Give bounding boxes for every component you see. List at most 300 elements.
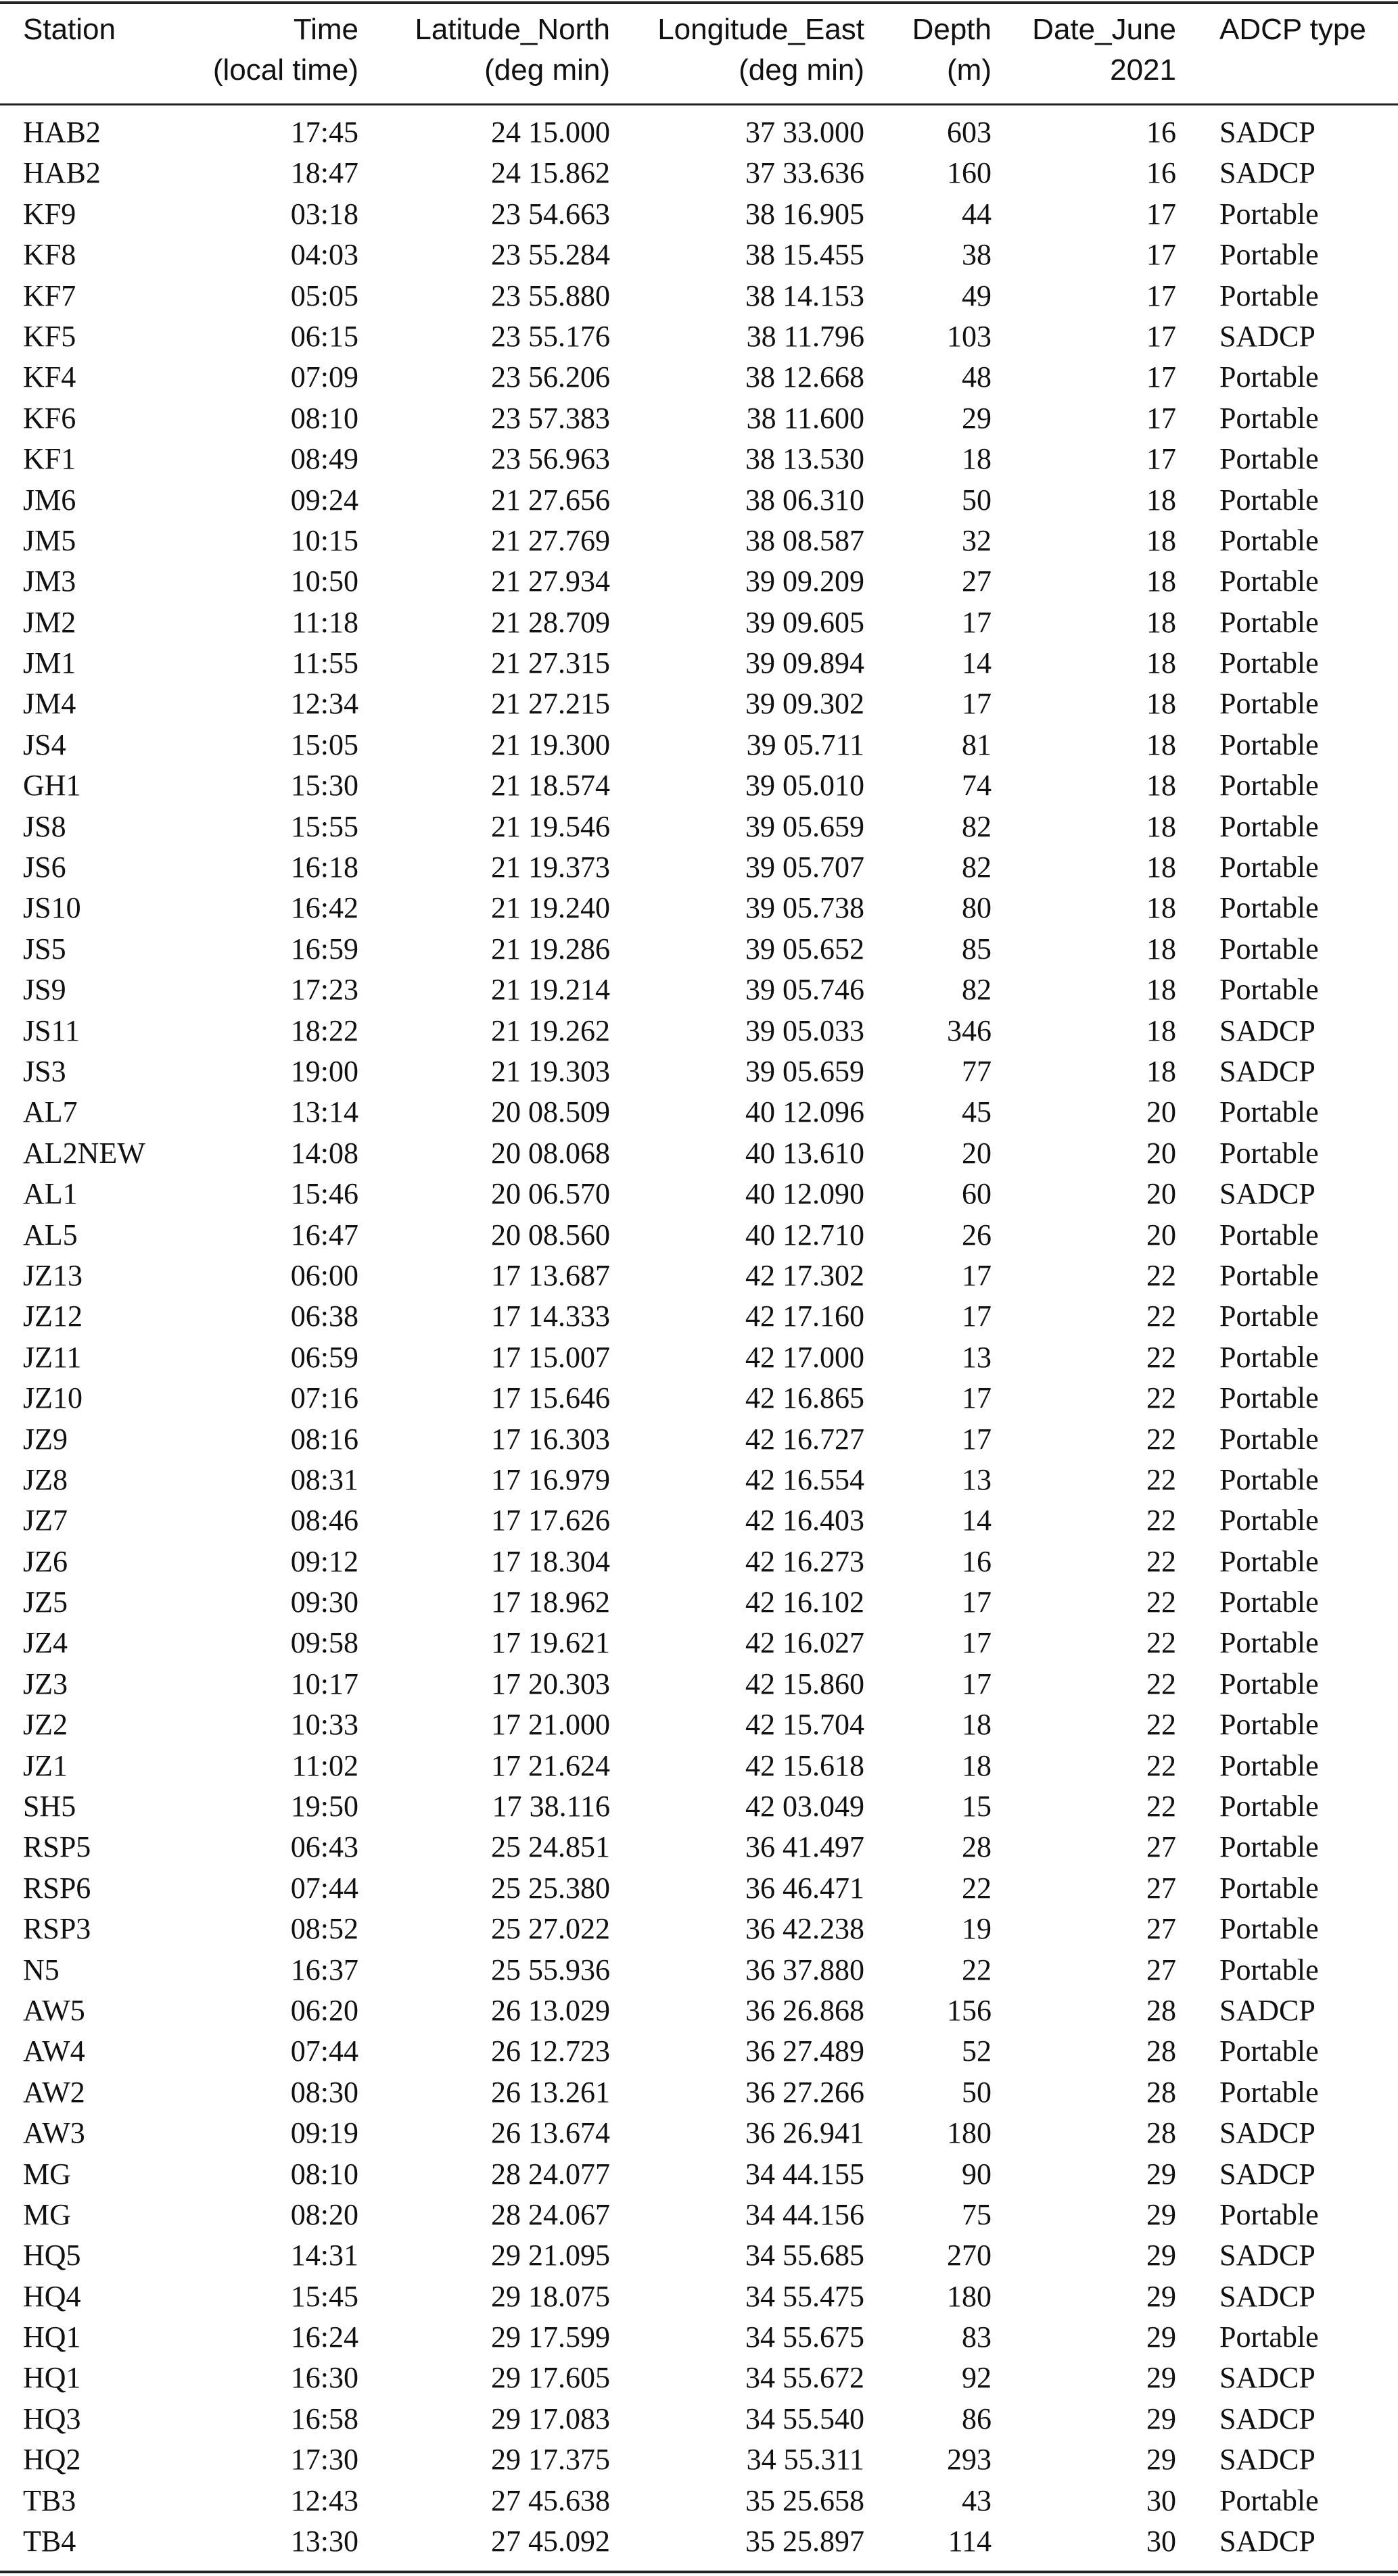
table-row [0, 1950, 1398, 1990]
cell-date: 22 [1146, 1258, 1176, 1292]
cell-depth: 603 [947, 116, 992, 149]
cell-date: 22 [1146, 1790, 1176, 1823]
cell-depth: 18 [962, 1748, 992, 1782]
cell-date: 22 [1146, 1748, 1176, 1782]
header-time-line2: (local time) [212, 53, 358, 87]
cell-longitude: 39 05.746 [745, 973, 864, 1007]
cell-depth: 17 [962, 605, 992, 639]
cell-adcp-type: Portable [1219, 932, 1319, 965]
cell-time: 06:20 [290, 1993, 358, 2027]
cell-depth: 26 [962, 1218, 992, 1251]
cell-depth: 83 [962, 2320, 992, 2354]
cell-latitude: 21 27.315 [491, 646, 610, 680]
table-row [0, 1296, 1398, 1337]
cell-adcp-type: Portable [1219, 1422, 1319, 1456]
cell-station: KF5 [23, 319, 76, 353]
cell-longitude: 36 26.868 [745, 1993, 864, 2027]
cell-depth: 17 [962, 687, 992, 721]
cell-date: 18 [1146, 891, 1176, 925]
cell-longitude: 39 09.209 [745, 565, 864, 598]
cell-longitude: 39 05.010 [745, 769, 864, 803]
table-row [0, 1868, 1398, 1909]
cell-adcp-type: Portable [1219, 483, 1319, 517]
cell-latitude: 17 15.007 [491, 1340, 610, 1374]
cell-date: 17 [1146, 442, 1176, 476]
cell-date: 29 [1146, 2239, 1176, 2272]
cell-time: 09:58 [290, 1626, 358, 1660]
cell-time: 14:08 [290, 1136, 358, 1170]
cell-station: JM6 [23, 483, 76, 517]
cell-latitude: 29 17.375 [491, 2443, 610, 2477]
cell-depth: 28 [962, 1830, 992, 1864]
cell-time: 09:19 [290, 2116, 358, 2150]
table-row [0, 765, 1398, 806]
table-row [0, 2481, 1398, 2521]
cell-station: AL5 [23, 1218, 78, 1251]
table-row [0, 1011, 1398, 1051]
cell-latitude: 17 19.621 [491, 1626, 610, 1660]
header-date-line1: Date_June [1032, 13, 1176, 46]
cell-depth: 45 [962, 1095, 992, 1129]
cell-latitude: 21 19.214 [491, 973, 610, 1007]
cell-station: JZ7 [23, 1504, 68, 1537]
cell-time: 08:49 [290, 442, 358, 476]
cell-station: JS3 [23, 1054, 66, 1088]
cell-station: KF8 [23, 238, 76, 272]
cell-time: 15:30 [290, 769, 358, 803]
cell-time: 08:31 [290, 1462, 358, 1496]
cell-station: KF7 [23, 279, 76, 312]
cell-date: 27 [1146, 1871, 1176, 1905]
cell-station: JS8 [23, 809, 66, 843]
cell-adcp-type: Portable [1219, 728, 1319, 761]
cell-adcp-type: Portable [1219, 2075, 1319, 2109]
cell-longitude: 36 37.880 [745, 1953, 864, 1986]
table-header-rule [0, 103, 1398, 105]
cell-adcp-type: Portable [1219, 1095, 1319, 1129]
cell-longitude: 39 05.707 [745, 851, 864, 884]
cell-latitude: 23 55.176 [491, 319, 610, 353]
table-row [0, 1215, 1398, 1256]
cell-station: JS5 [23, 932, 66, 965]
cell-date: 27 [1146, 1830, 1176, 1864]
cell-station: AW2 [23, 2075, 85, 2109]
cell-date: 17 [1146, 401, 1176, 435]
table-row [0, 1746, 1398, 1786]
cell-station: JZ1 [23, 1748, 68, 1782]
cell-station: HQ5 [23, 2239, 81, 2272]
cell-time: 09:24 [290, 483, 358, 517]
cell-adcp-type: Portable [1219, 1462, 1319, 1496]
table-row [0, 847, 1398, 888]
cell-station: HAB2 [23, 116, 101, 149]
cell-longitude: 42 16.554 [745, 1462, 864, 1496]
cell-date: 17 [1146, 238, 1176, 272]
cell-station: AW3 [23, 2116, 85, 2150]
cell-date: 18 [1146, 973, 1176, 1007]
cell-depth: 20 [962, 1136, 992, 1170]
table-body [0, 112, 1398, 2562]
cell-time: 07:44 [290, 2034, 358, 2068]
cell-date: 22 [1146, 1340, 1176, 1374]
cell-longitude: 37 33.000 [745, 116, 864, 149]
cell-adcp-type: Portable [1219, 1871, 1319, 1905]
cell-latitude: 27 45.092 [491, 2525, 610, 2558]
table-row [0, 725, 1398, 765]
cell-depth: 103 [947, 319, 992, 353]
cell-depth: 22 [962, 1871, 992, 1905]
cell-longitude: 42 17.160 [745, 1299, 864, 1333]
table-row [0, 1582, 1398, 1623]
cell-station: KF9 [23, 197, 76, 231]
cell-adcp-type: Portable [1219, 973, 1319, 1007]
cell-longitude: 42 16.027 [745, 1626, 864, 1660]
cell-depth: 82 [962, 809, 992, 843]
cell-depth: 293 [947, 2443, 992, 2477]
cell-adcp-type: SADCP [1219, 2239, 1315, 2272]
cell-time: 08:16 [290, 1422, 358, 1456]
cell-adcp-type: SADCP [1219, 2116, 1315, 2150]
cell-station: JM4 [23, 687, 76, 721]
cell-depth: 19 [962, 1912, 992, 1946]
cell-adcp-type: Portable [1219, 809, 1319, 843]
cell-latitude: 29 21.095 [491, 2239, 610, 2272]
cell-latitude: 24 15.862 [491, 156, 610, 190]
cell-latitude: 29 17.083 [491, 2402, 610, 2435]
cell-depth: 75 [962, 2197, 992, 2231]
table-row [0, 1051, 1398, 1092]
cell-date: 30 [1146, 2525, 1176, 2558]
cell-station: AW4 [23, 2034, 85, 2068]
cell-adcp-type: Portable [1219, 523, 1319, 557]
cell-date: 22 [1146, 1381, 1176, 1415]
cell-latitude: 28 24.077 [491, 2157, 610, 2191]
cell-adcp-type: Portable [1219, 1626, 1319, 1660]
table-row [0, 2235, 1398, 2276]
cell-depth: 43 [962, 2483, 992, 2517]
cell-date: 18 [1146, 523, 1176, 557]
cell-station: JZ2 [23, 1708, 68, 1742]
cell-adcp-type: Portable [1219, 401, 1319, 435]
cell-longitude: 38 11.600 [746, 401, 864, 435]
cell-depth: 92 [962, 2361, 992, 2395]
cell-longitude: 40 13.610 [745, 1136, 864, 1170]
cell-station: KF1 [23, 442, 76, 476]
table-row [0, 439, 1398, 479]
cell-station: KF6 [23, 401, 76, 435]
cell-latitude: 17 16.303 [491, 1422, 610, 1456]
cell-time: 11:18 [292, 605, 358, 639]
cell-time: 11:02 [292, 1748, 358, 1782]
cell-time: 12:43 [290, 2483, 358, 2517]
cell-station: JZ10 [23, 1381, 83, 1415]
cell-longitude: 39 05.652 [745, 932, 864, 965]
table-top-rule [0, 1, 1398, 4]
cell-time: 07:16 [290, 1381, 358, 1415]
cell-time: 16:18 [290, 851, 358, 884]
cell-station: HQ2 [23, 2443, 81, 2477]
cell-latitude: 28 24.067 [491, 2197, 610, 2231]
table-row [0, 2276, 1398, 2317]
cell-depth: 160 [947, 156, 992, 190]
cell-station: JZ4 [23, 1626, 68, 1660]
table-row [0, 2154, 1398, 2195]
cell-date: 17 [1146, 360, 1176, 394]
cell-depth: 44 [962, 197, 992, 231]
cell-time: 17:30 [290, 2443, 358, 2477]
table-row [0, 316, 1398, 357]
cell-longitude: 34 44.156 [745, 2197, 864, 2231]
cell-longitude: 39 05.738 [745, 891, 864, 925]
cell-latitude: 21 19.546 [491, 809, 610, 843]
cell-longitude: 36 27.266 [745, 2075, 864, 2109]
cell-date: 18 [1146, 932, 1176, 965]
header-time-line1: Time [293, 13, 358, 46]
table-row [0, 1419, 1398, 1460]
table-row [0, 1990, 1398, 2031]
cell-time: 10:50 [290, 565, 358, 598]
cell-station: JS11 [23, 1013, 80, 1047]
cell-depth: 156 [947, 1993, 992, 2027]
cell-time: 11:55 [292, 646, 358, 680]
cell-time: 10:33 [290, 1708, 358, 1742]
cell-station: JM2 [23, 605, 76, 639]
cell-latitude: 23 55.880 [491, 279, 610, 312]
cell-longitude: 38 12.668 [745, 360, 864, 394]
table-row [0, 276, 1398, 316]
header-time [183, 9, 358, 91]
cell-time: 18:47 [290, 156, 358, 190]
cell-longitude: 35 25.658 [745, 2483, 864, 2517]
cell-latitude: 17 21.624 [491, 1748, 610, 1782]
table-row [0, 194, 1398, 235]
cell-adcp-type: SADCP [1219, 1177, 1315, 1211]
cell-longitude: 36 42.238 [745, 1912, 864, 1946]
header-depth-line2: (m) [947, 53, 992, 87]
cell-latitude: 25 25.380 [491, 1871, 610, 1905]
cell-station: HAB2 [23, 156, 101, 190]
cell-time: 16:42 [290, 891, 358, 925]
cell-time: 19:00 [290, 1054, 358, 1088]
cell-latitude: 17 17.626 [491, 1504, 610, 1537]
table-row [0, 2195, 1398, 2235]
cell-longitude: 34 44.155 [745, 2157, 864, 2191]
cell-latitude: 20 08.560 [491, 1218, 610, 1251]
cell-latitude: 20 06.570 [491, 1177, 610, 1211]
cell-adcp-type: Portable [1219, 279, 1319, 312]
cell-station: JZ9 [23, 1422, 68, 1456]
cell-time: 19:50 [290, 1790, 358, 1823]
cell-adcp-type: SADCP [1219, 156, 1315, 190]
cell-depth: 22 [962, 1953, 992, 1986]
cell-longitude: 40 12.090 [745, 1177, 864, 1211]
cell-date: 18 [1146, 687, 1176, 721]
cell-depth: 29 [962, 401, 992, 435]
table-row [0, 2072, 1398, 2113]
cell-date: 22 [1146, 1585, 1176, 1619]
cell-station: JZ8 [23, 1462, 68, 1496]
table-row [0, 398, 1398, 439]
cell-adcp-type: Portable [1219, 1585, 1319, 1619]
cell-time: 09:12 [290, 1544, 358, 1578]
cell-station: AL7 [23, 1095, 78, 1129]
cell-date: 29 [1146, 2197, 1176, 2231]
cell-longitude: 34 55.311 [746, 2443, 864, 2477]
cell-time: 09:30 [290, 1585, 358, 1619]
cell-station: JZ13 [23, 1258, 83, 1292]
cell-date: 29 [1146, 2443, 1176, 2477]
cell-latitude: 23 56.963 [491, 442, 610, 476]
cell-latitude: 20 08.068 [491, 1136, 610, 1170]
table-row [0, 2317, 1398, 2358]
cell-latitude: 23 55.284 [491, 238, 610, 272]
cell-longitude: 38 13.530 [745, 442, 864, 476]
cell-time: 10:17 [290, 1667, 358, 1700]
cell-adcp-type: Portable [1219, 565, 1319, 598]
cell-time: 15:55 [290, 809, 358, 843]
cell-latitude: 21 19.303 [491, 1054, 610, 1088]
cell-latitude: 20 08.509 [491, 1095, 610, 1129]
header-date-line2: 2021 [1110, 53, 1176, 87]
cell-adcp-type: Portable [1219, 2197, 1319, 2231]
cell-time: 08:46 [290, 1504, 358, 1537]
cell-latitude: 17 14.333 [491, 1299, 610, 1333]
cell-longitude: 34 55.675 [745, 2320, 864, 2354]
table-row [0, 2358, 1398, 2398]
cell-time: 06:43 [290, 1830, 358, 1864]
cell-adcp-type: SADCP [1219, 319, 1315, 353]
cell-latitude: 17 38.116 [492, 1790, 610, 1823]
cell-date: 18 [1146, 809, 1176, 843]
cell-adcp-type: Portable [1219, 442, 1319, 476]
cell-latitude: 29 18.075 [491, 2279, 610, 2313]
cell-depth: 18 [962, 1708, 992, 1742]
cell-adcp-type: Portable [1219, 1136, 1319, 1170]
cell-latitude: 21 19.373 [491, 851, 610, 884]
cell-adcp-type: Portable [1219, 360, 1319, 394]
cell-adcp-type: Portable [1219, 1708, 1319, 1742]
cell-longitude: 39 05.659 [745, 1054, 864, 1088]
cell-latitude: 21 19.262 [491, 1013, 610, 1047]
cell-longitude: 39 05.033 [745, 1013, 864, 1047]
table-row [0, 2439, 1398, 2480]
table-row [0, 1256, 1398, 1296]
cell-latitude: 25 24.851 [491, 1830, 610, 1864]
cell-time: 16:24 [290, 2320, 358, 2354]
cell-time: 16:59 [290, 932, 358, 965]
cell-longitude: 36 41.497 [745, 1830, 864, 1864]
cell-latitude: 21 27.769 [491, 523, 610, 557]
cell-depth: 180 [947, 2279, 992, 2313]
cell-latitude: 26 13.029 [491, 1993, 610, 2027]
cell-time: 08:10 [290, 401, 358, 435]
cell-adcp-type: SADCP [1219, 2279, 1315, 2313]
cell-latitude: 24 15.000 [491, 116, 610, 149]
cell-depth: 16 [962, 1544, 992, 1578]
cell-adcp-type: Portable [1219, 2483, 1319, 2517]
table-row [0, 1133, 1398, 1174]
cell-station: GH1 [23, 769, 81, 803]
cell-adcp-type: Portable [1219, 1667, 1319, 1700]
cell-latitude: 17 16.979 [491, 1462, 610, 1496]
cell-longitude: 39 09.605 [745, 605, 864, 639]
header-latitude-line2: (deg min) [484, 53, 610, 87]
cell-station: JS9 [23, 973, 66, 1007]
cell-time: 15:05 [290, 728, 358, 761]
cell-longitude: 40 12.096 [745, 1095, 864, 1129]
table-row [0, 888, 1398, 928]
cell-station: HQ4 [23, 2279, 81, 2313]
cell-station: JZ5 [23, 1585, 68, 1619]
cell-longitude: 34 55.540 [745, 2402, 864, 2435]
cell-depth: 17 [962, 1381, 992, 1415]
cell-date: 22 [1146, 1462, 1176, 1496]
cell-longitude: 39 05.659 [745, 809, 864, 843]
cell-latitude: 25 27.022 [491, 1912, 610, 1946]
cell-time: 10:15 [290, 523, 358, 557]
cell-adcp-type: Portable [1219, 1790, 1319, 1823]
cell-longitude: 42 16.727 [745, 1422, 864, 1456]
cell-adcp-type: Portable [1219, 1504, 1319, 1537]
cell-station: JS10 [23, 891, 81, 925]
cell-time: 12:34 [290, 687, 358, 721]
cell-date: 22 [1146, 1299, 1176, 1333]
cell-date: 29 [1146, 2320, 1176, 2354]
cell-date: 18 [1146, 1054, 1176, 1088]
cell-depth: 48 [962, 360, 992, 394]
cell-station: AW5 [23, 1993, 85, 2027]
table-row [0, 2031, 1398, 2072]
table-row [0, 1460, 1398, 1500]
cell-date: 22 [1146, 1504, 1176, 1537]
cell-depth: 17 [962, 1626, 992, 1660]
cell-depth: 81 [962, 728, 992, 761]
cell-station: AL2NEW [23, 1136, 145, 1170]
cell-latitude: 21 27.934 [491, 565, 610, 598]
cell-date: 18 [1146, 1013, 1176, 1047]
table-row [0, 153, 1398, 193]
cell-latitude: 26 13.674 [491, 2116, 610, 2150]
cell-latitude: 23 56.206 [491, 360, 610, 394]
table-row [0, 2521, 1398, 2562]
cell-time: 08:10 [290, 2157, 358, 2191]
cell-time: 08:20 [290, 2197, 358, 2231]
cell-station: RSP6 [23, 1871, 91, 1905]
cell-longitude: 36 26.941 [745, 2116, 864, 2150]
cell-depth: 18 [962, 442, 992, 476]
cell-latitude: 21 27.656 [491, 483, 610, 517]
cell-longitude: 42 15.618 [745, 1748, 864, 1782]
table-row [0, 480, 1398, 521]
cell-depth: 86 [962, 2402, 992, 2435]
table-row [0, 2399, 1398, 2439]
cell-time: 13:30 [290, 2525, 358, 2558]
cell-date: 20 [1146, 1218, 1176, 1251]
cell-latitude: 17 18.304 [491, 1544, 610, 1578]
cell-longitude: 36 27.489 [745, 2034, 864, 2068]
cell-latitude: 26 12.723 [491, 2034, 610, 2068]
table-row [0, 1704, 1398, 1745]
cell-time: 16:47 [290, 1218, 358, 1251]
cell-adcp-type: SADCP [1219, 2157, 1315, 2191]
cell-depth: 80 [962, 891, 992, 925]
cell-depth: 17 [962, 1585, 992, 1619]
cell-depth: 270 [947, 2239, 992, 2272]
header-depth-line1: Depth [912, 13, 992, 46]
cell-longitude: 38 06.310 [745, 483, 864, 517]
cell-date: 18 [1146, 769, 1176, 803]
table-row [0, 1500, 1398, 1541]
